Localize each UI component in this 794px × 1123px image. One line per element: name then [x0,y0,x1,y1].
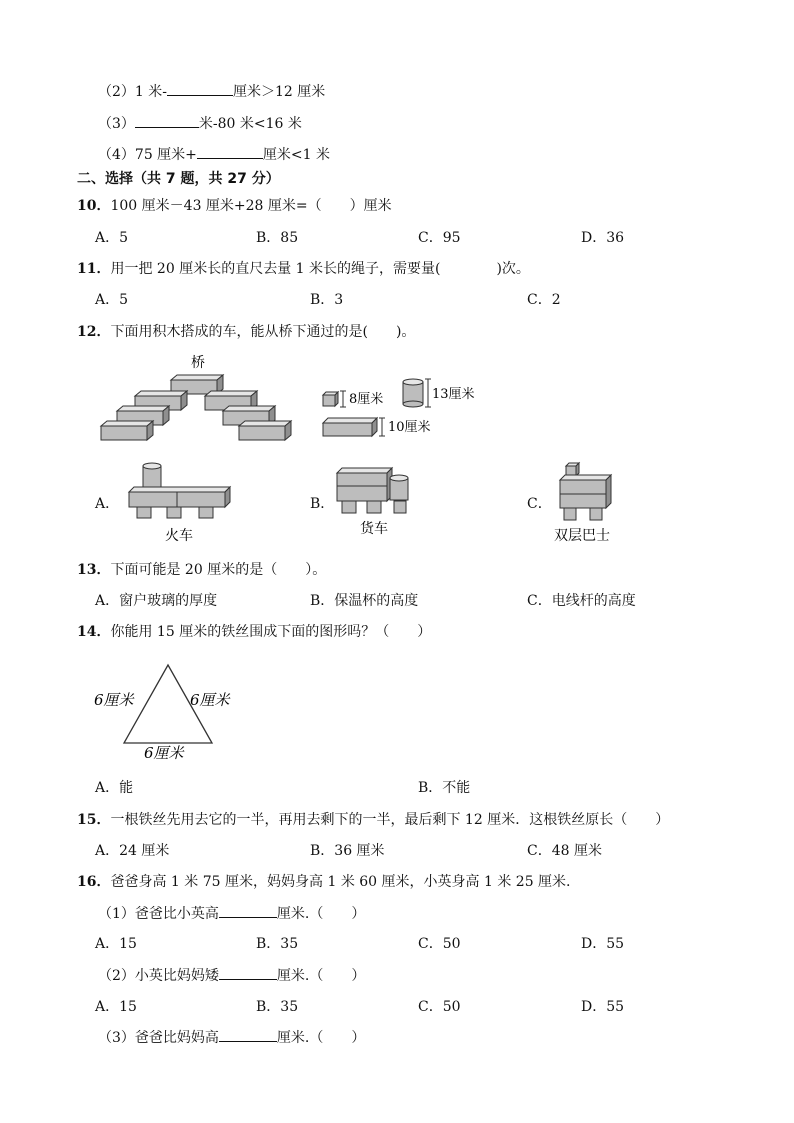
fill-item-2-suffix: 厘米＞12 厘米 [233,84,326,100]
option-b[interactable]: B．35 [256,936,299,952]
question-number: 15． [77,812,111,828]
fill-item-4-suffix: 厘米<1 米 [262,147,330,163]
question-13 [77,561,326,579]
sub-3-prefix: （3）爸爸比妈妈高 [98,1030,219,1046]
option-b[interactable]: B．不能 [418,780,471,796]
vehicle-label-truck: 货车 [360,521,388,537]
option-c[interactable]: C．电线杆的高度 [527,593,636,609]
answer-blank[interactable] [219,966,277,980]
fill-item-4-prefix: （4）75 厘米+ [98,147,197,163]
cylinder-label: 13厘米 [432,387,475,402]
q16-sub-2 [98,966,365,985]
fill-item-2-prefix: （2）1 米- [98,84,167,100]
question-11 [77,260,530,278]
option-b[interactable]: B．85 [256,230,299,246]
option-d[interactable]: D．36 [581,230,625,246]
option-b[interactable]: B．36 厘米 [310,843,385,859]
q16-sub-3 [98,1028,365,1047]
question-number: 10． [77,198,111,214]
option-a[interactable]: A．5 [95,230,129,246]
triangle-side-bottom: 6厘米 [144,744,184,762]
option-c[interactable]: C．50 [418,936,461,952]
question-text: 100 厘米－43 厘米+28 厘米=（ ）厘米 [110,198,392,214]
long-block-label: 10厘米 [388,420,431,435]
fill-item-2 [98,82,325,101]
fill-item-3 [98,114,302,133]
sub-1-suffix: 厘米.（ ） [276,906,366,922]
answer-blank[interactable] [135,114,199,128]
fill-item-3-suffix: 米-80 米<16 米 [198,116,302,132]
question-number: 11． [77,261,111,277]
truck-figure [332,462,424,542]
question-number: 12． [77,324,111,340]
question-15 [77,811,669,829]
option-a[interactable]: A． [95,496,120,512]
question-16 [77,873,571,891]
question-14 [77,623,431,641]
fill-item-4 [98,145,330,164]
answer-blank[interactable] [197,145,263,159]
sub-2-prefix: （2）小英比妈妈矮 [98,968,219,984]
option-a[interactable]: A．15 [95,936,137,952]
option-c[interactable]: C． [527,496,552,512]
option-a[interactable]: A．5 [95,292,129,308]
question-text: 下面可能是 20 厘米的是（ ）。 [110,562,327,578]
vehicle-label-bus: 双层巴士 [554,528,610,544]
option-b[interactable]: B．3 [310,292,344,308]
question-10 [77,197,392,215]
option-a[interactable]: A．能 [95,780,134,796]
vehicle-label-train: 火车 [165,528,193,544]
option-c[interactable]: C．95 [418,230,461,246]
question-12 [77,323,415,341]
triangle-side-left: 6厘米 [94,691,134,709]
triangle-figure [90,655,250,765]
sub-3-suffix: 厘米.（ ） [276,1030,366,1046]
option-a[interactable]: A．15 [95,999,137,1015]
option-d[interactable]: D．55 [581,936,625,952]
question-text: 一根铁丝先用去它的一半，再用去剩下的一半，最后剩下 12 厘米．这根铁丝原长（ ） [110,812,670,828]
fill-item-3-prefix: （3） [98,116,135,132]
answer-blank[interactable] [167,82,233,96]
question-number: 16． [77,874,111,890]
sub-2-suffix: 厘米.（ ） [276,968,366,984]
triangle-side-right: 6厘米 [190,691,230,709]
option-d[interactable]: D．55 [581,999,625,1015]
option-a[interactable]: A．窗户玻璃的厚度 [95,593,218,609]
train-figure [125,460,237,546]
question-text: 爸爸身高 1 米 75 厘米，妈妈身高 1 米 60 厘米，小英身高 1 米 25 厘米. [110,874,571,890]
question-text: 下面用积木搭成的车，能从桥下通过的是( )。 [110,324,416,340]
option-b[interactable]: B．保温杯的高度 [310,593,419,609]
option-b[interactable]: B． [310,496,335,512]
question-text: 用一把 20 厘米长的直尺去量 1 米长的绳子，需要量( )次。 [110,261,530,277]
option-c[interactable]: C．50 [418,999,461,1015]
section-heading: 二、选择（共 7 题，共 27 分） [77,171,280,187]
answer-blank[interactable] [219,904,277,918]
option-c[interactable]: C．48 厘米 [527,843,602,859]
block-dimensions-figure [320,374,480,440]
option-a[interactable]: A．24 厘米 [95,843,170,859]
sub-1-prefix: （1）爸爸比小英高 [98,906,219,922]
bridge-label: 桥 [191,355,205,371]
option-b[interactable]: B．35 [256,999,299,1015]
bus-figure [548,458,628,548]
bridge-figure [95,350,305,442]
small-cube-label: 8厘米 [349,392,384,407]
option-c[interactable]: C．2 [527,292,561,308]
question-number: 13． [77,562,111,578]
question-text: 你能用 15 厘米的铁丝围成下面的图形吗？（ ） [110,624,432,640]
question-number: 14． [77,624,111,640]
q16-sub-1 [98,904,365,923]
answer-blank[interactable] [219,1028,277,1042]
